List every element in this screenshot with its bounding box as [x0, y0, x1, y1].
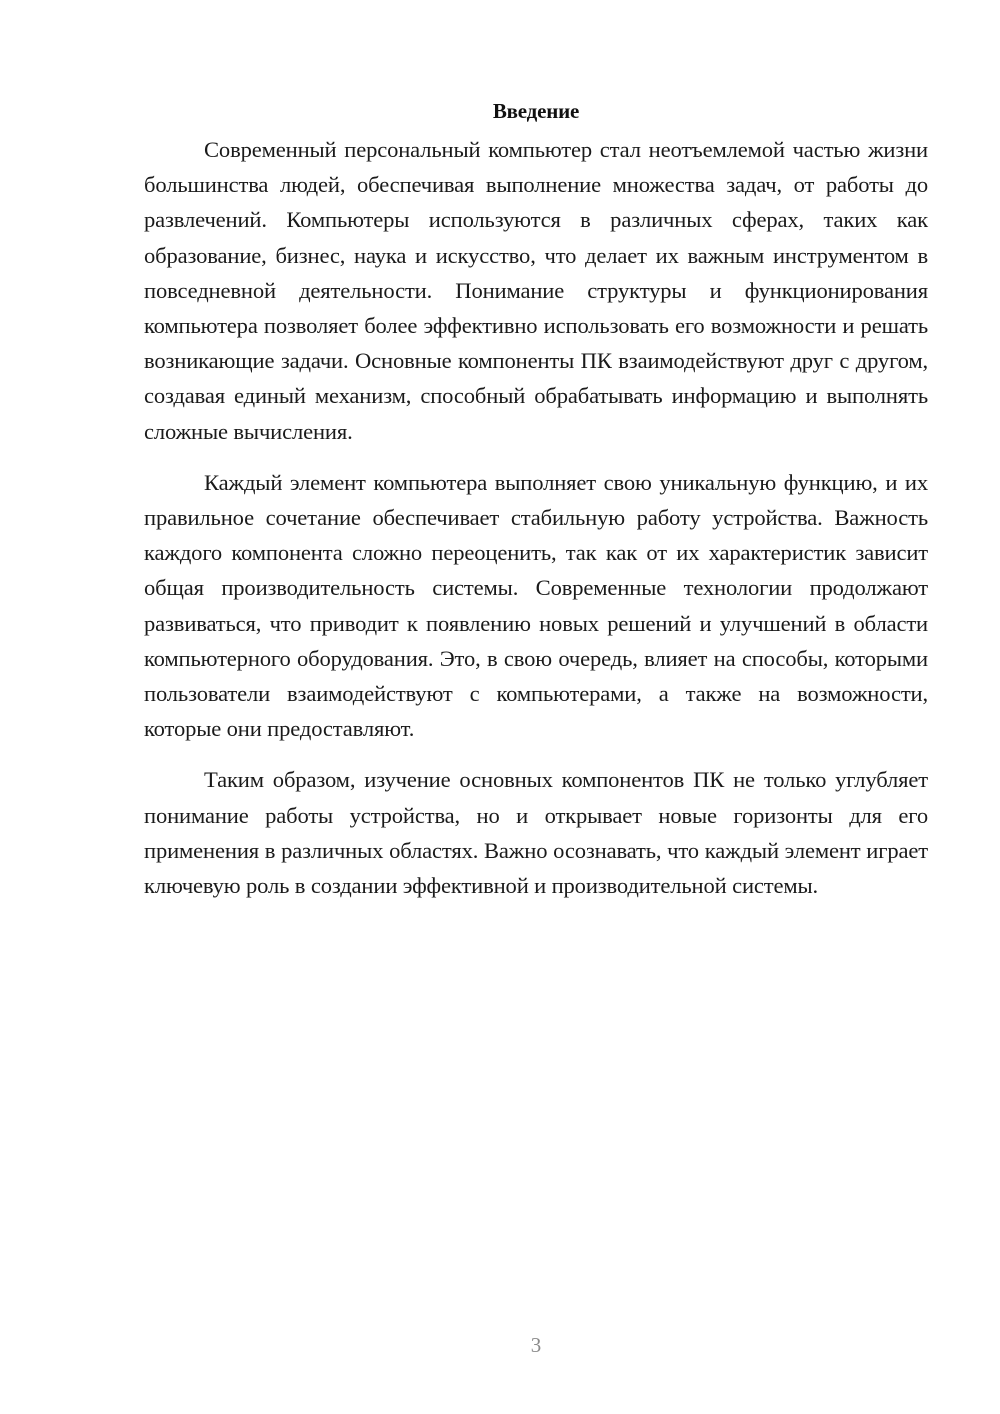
page-content	[144, 96, 928, 919]
paragraph-1: Современный персональный компьютер стал неотъемлемой частью жизни большинства людей, обеспечивая выполнение множества задач, от работы до развлечений. Компьютеры используются в различных сферах, таких как образование, бизнес, наука и искусство, что делает их важным инструментом в повседневной деятельности. Понимание структуры и функционирования компьютера позволяет более эффективно использовать его возможности и решать возникающие задачи. Основные компоненты ПК взаимодействуют друг с другом, создавая единый механизм, способный обрабатывать информацию и выполнять сложные вычисления.	[144, 137, 928, 444]
paragraph-3: Таким образом, изучение основных компонентов ПК не только углубляет понимание работы устройства, но и открывает новые горизонты для его применения в различных областях. Важно осознавать, что каждый элемент играет ключевую роль в создании эффективной и производительной системы.	[144, 767, 928, 899]
page-number: 3	[530, 1333, 542, 1357]
paragraph-2: Каждый элемент компьютера выполняет свою уникальную функцию, и их правильное сочетание обеспечивает стабильную работу устройства. Важность каждого компонента сложно переоценить, так как от их характеристик зависит общая производительность системы. Современные технологии продолжают развиваться, что приводит к появлению новых решений и улучшений в области компьютерного оборудования. Это, в свою очередь, влияет на способы, которыми пользователи взаимодействуют с компьютерами, а также на возможности, которые они предоставляют.	[144, 469, 928, 742]
section-heading: Введение	[492, 99, 580, 123]
